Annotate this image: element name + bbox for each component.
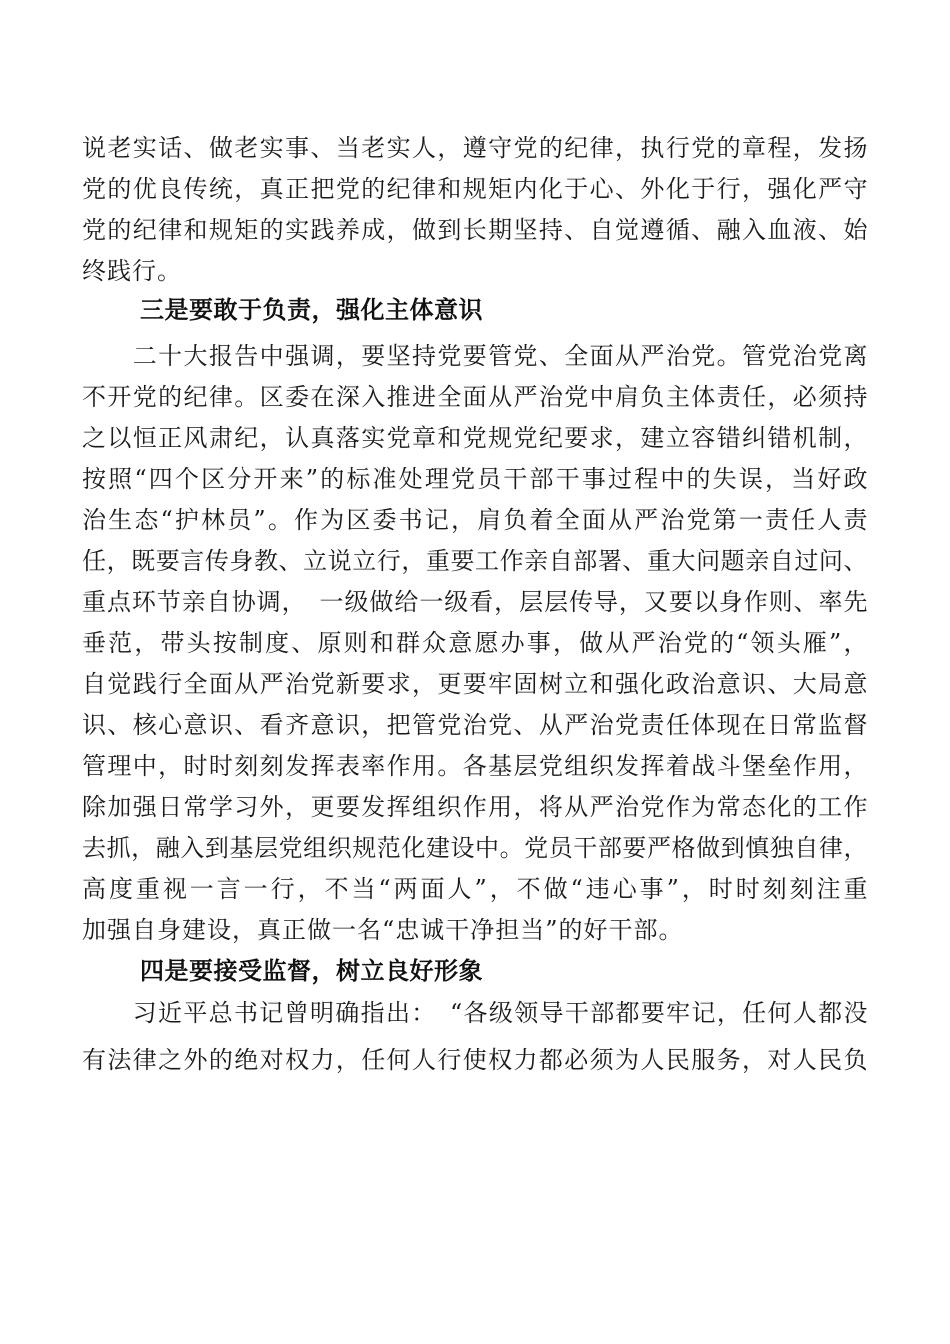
paragraph-line: 终践行。	[82, 257, 182, 285]
paragraph-line: 习近平总书记曾明确指出： “各级领导干部都要牢记，任何人都没	[82, 999, 868, 1027]
paragraph-line: 去抓，融入到基层党组织规范化建设中。党员干部要严格做到慎独自律，	[82, 834, 868, 862]
paragraph-line: 党的纪律和规矩的实践养成，做到长期坚持、自觉遵循、融入血液、始	[82, 216, 868, 244]
paragraph-line: 党的优良传统，真正把党的纪律和规矩内化于心、外化于行，强化严守	[82, 175, 868, 203]
paragraph-line: 有法律之外的绝对权力，任何人行使权力都必须为人民服务，对人民负	[82, 1046, 868, 1074]
paragraph-line: 垂范，带头按制度、原则和群众意愿办事，做从严治党的“领头雁”，	[82, 629, 868, 657]
paragraph-line: 二十大报告中强调，要坚持党要管党、全面从严治党。管党治党离	[82, 342, 868, 370]
paragraph-line: 管理中，时时刻刻发挥表率作用。各基层党组织发挥着战斗堡垒作用，	[82, 752, 868, 780]
paragraph-line: 高度重视一言一行，不当“两面人”，不做“违心事”，时时刻刻注重	[82, 875, 868, 903]
paragraph-line: 治生态“护林员”。作为区委书记，肩负着全面从严治党第一责任人责	[82, 506, 868, 534]
paragraph-line: 自觉践行全面从严治党新要求，更要牢固树立和强化政治意识、大局意	[82, 670, 868, 698]
paragraph-line: 之以恒正风肃纪，认真落实党章和党规党纪要求，建立容错纠错机制，	[82, 424, 868, 452]
paragraph-line: 不开党的纪律。区委在深入推进全面从严治党中肩负主体责任，必须持	[82, 383, 868, 411]
section-heading: 三是要敢于负责，强化主体意识	[140, 296, 483, 324]
paragraph-line: 除加强日常学习外，更要发挥组织作用，将从严治党作为常态化的工作	[82, 793, 868, 821]
paragraph-line: 加强自身建设，真正做一名“忠诚干净担当”的好干部。	[82, 916, 684, 944]
paragraph-line: 识、核心意识、看齐意识，把管党治党、从严治党责任体现在日常监督	[82, 711, 868, 739]
paragraph-line: 说老实话、做老实事、当老实人，遵守党的纪律，执行党的章程，发扬	[82, 134, 868, 162]
paragraph-line: 任，既要言传身教、立说立行，重要工作亲自部署、重大问题亲自过问、	[82, 547, 868, 575]
section-heading: 四是要接受监督，树立良好形象	[140, 957, 483, 985]
paragraph-line: 重点环节亲自协调， 一级做给一级看，层层传导，又要以身作则、率先	[82, 588, 868, 616]
paragraph-line: 按照“四个区分开来”的标准处理党员干部干事过程中的失误，当好政	[82, 465, 868, 493]
